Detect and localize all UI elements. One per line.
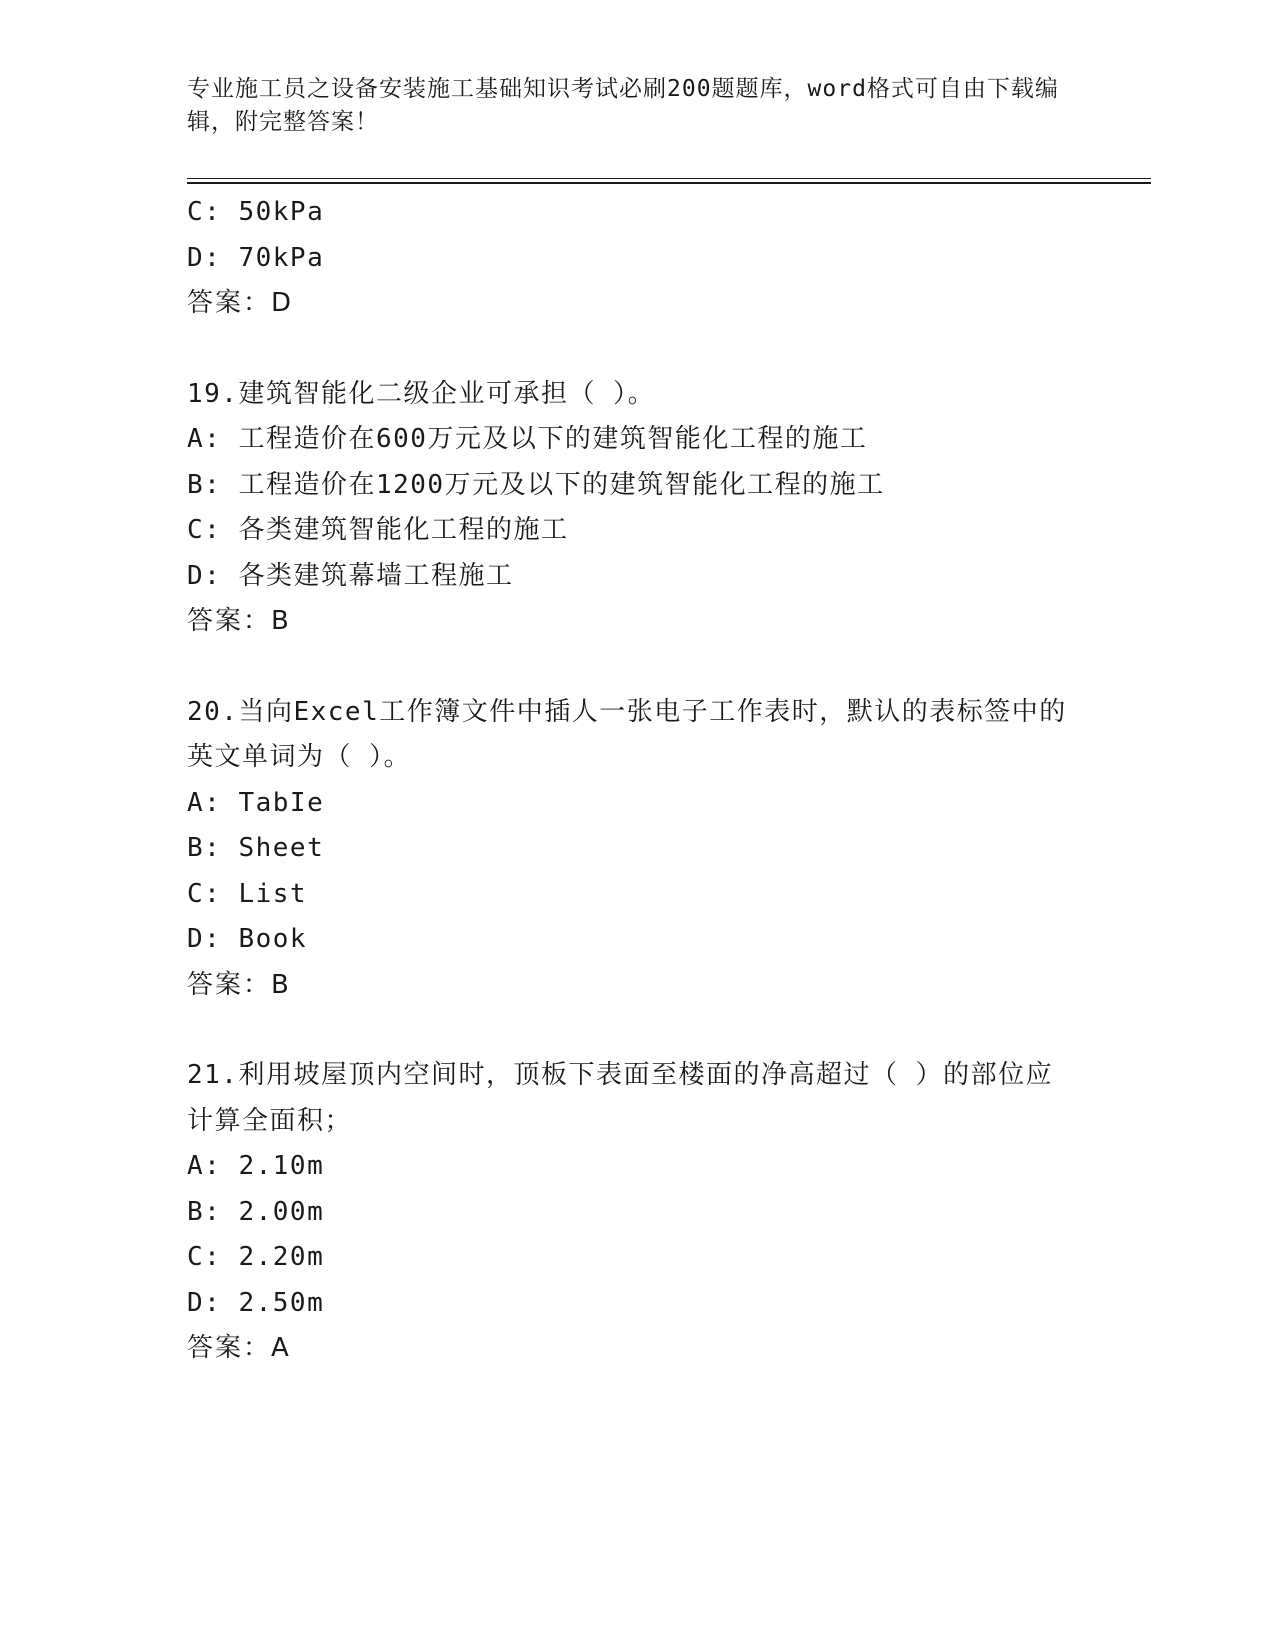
question-text: 21.利用坡屋顶内空间时，顶板下表面至楼面的净高超过（ ）的部位应计算全面积；	[187, 1060, 1054, 1136]
option-b: B: 2.00m	[187, 1196, 325, 1227]
question-block-21	[187, 1053, 1087, 1372]
option-c: C: 2.20m	[187, 1242, 325, 1272]
question-block-20	[187, 690, 1087, 1009]
previous-question-block	[187, 190, 1087, 327]
answer-line: 答案：B	[187, 606, 291, 636]
question-text: 20.当向Excel工作簿文件中插人一张电子工作表时，默认的表标签中的英文单词为（ ）。	[187, 696, 1067, 772]
header-divider-thin	[187, 178, 1151, 179]
option-c: C: 各类建筑智能化工程的施工	[187, 515, 569, 545]
option-d: D: 2.50m	[187, 1287, 325, 1318]
document-header: 专业施工员之设备安装施工基础知识考试必刷200题题库，word格式可自由下载编辑，附完整答案！	[187, 76, 1059, 135]
question-block-19	[187, 372, 1087, 645]
question-content	[187, 190, 1087, 1372]
option-b: B: 工程造价在1200万元及以下的建筑智能化工程的施工	[187, 469, 885, 500]
answer-line: 答案：D	[187, 288, 294, 318]
question-text: 19.建筑智能化二级企业可承担（ ）。	[187, 378, 656, 409]
option-a: A: TabIe	[187, 787, 325, 818]
option-d: D: 各类建筑幕墙工程施工	[187, 560, 514, 591]
answer-line: 答案：A	[187, 1333, 291, 1363]
option-c: C: 50kPa	[187, 197, 325, 227]
option-a: A: 2.10m	[187, 1151, 325, 1181]
option-d: D: Book	[187, 924, 308, 954]
option-a: A: 工程造价在600万元及以下的建筑智能化工程的施工	[187, 424, 868, 454]
option-c: C: List	[187, 878, 308, 909]
option-b: B: Sheet	[187, 833, 325, 863]
option-d: D: 70kPa	[187, 242, 325, 273]
answer-line: 答案：B	[187, 969, 291, 1000]
header-divider-thick	[187, 182, 1151, 184]
